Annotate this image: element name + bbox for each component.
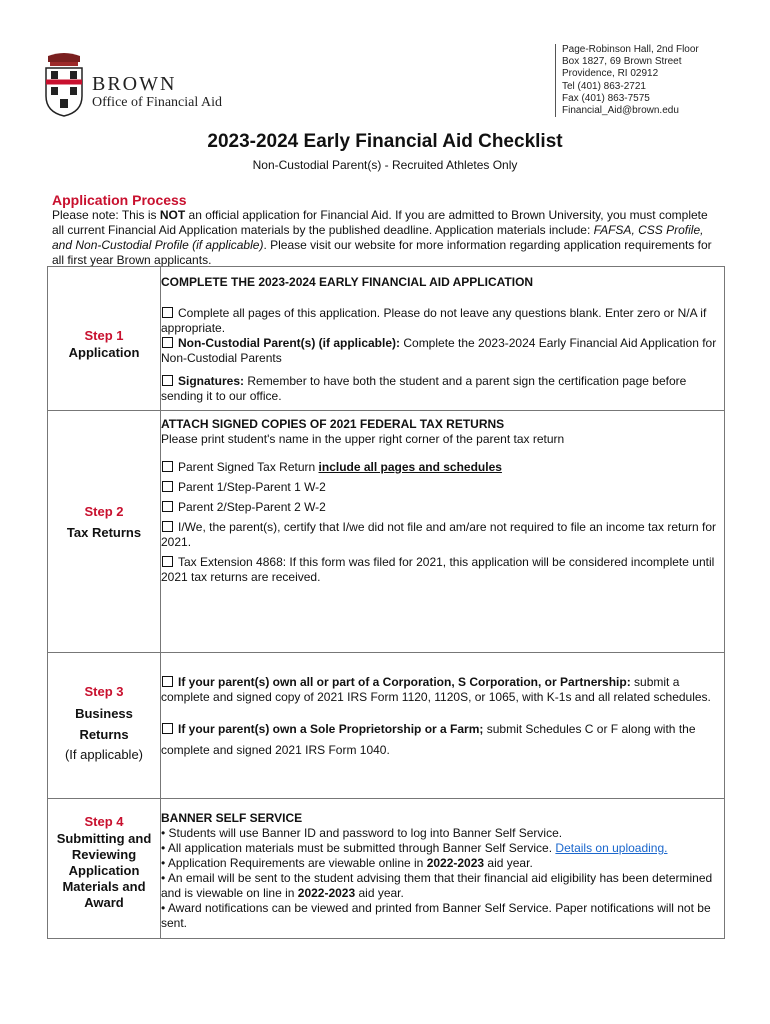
step3-item1: If your parent(s) own all or part of a Corporation, S Corporation, or Partnership: submit a complete and signed copy of 2021 IRS Form 1120, 1120S, or 1065, with K-1s and all related schedules. [161, 675, 711, 704]
step4-bullet: • An email will be sent to the student advising them that their financial aid eligibility has been determined and is viewable on line in 2022-2023 aid year. [161, 871, 713, 900]
step3-row [48, 653, 725, 799]
step-name: Tax Returns [66, 525, 142, 540]
checkbox[interactable] [162, 337, 173, 348]
step1-label [48, 267, 161, 411]
step-name: Award [84, 894, 124, 910]
checkbox[interactable] [162, 307, 173, 318]
step4-bullet: • Award notifications can be viewed and printed from Banner Self Service. Paper notifications will not be sent. [161, 901, 711, 930]
office-name: Office of Financial Aid [92, 95, 222, 110]
step-name: Application [68, 344, 140, 360]
step2-item3: Parent 2/Step-Parent 2 W-2 [161, 500, 724, 515]
address-line: Fax (401) 863-7575 [562, 92, 650, 104]
step-name: Returns [79, 726, 129, 742]
step2-label [48, 411, 161, 653]
contact-address [555, 44, 699, 117]
step3-label [48, 653, 161, 799]
step2-content [161, 411, 725, 653]
step-name: Materials and [62, 878, 146, 894]
step-number: Step 4 [84, 813, 124, 829]
address-line: Box 1827, 69 Brown Street [562, 56, 682, 68]
step4-label [48, 799, 161, 939]
step4-content [161, 799, 725, 939]
step-name: Submitting and [56, 830, 152, 846]
step4-header: BANNER SELF SERVICE [161, 811, 303, 825]
step1-content [161, 267, 725, 411]
step2-subheader: Please print student's name in the upper right corner of the parent tax return [161, 432, 565, 446]
step1-item3: Signatures: Remember to have both the student and a parent sign the certification page before sending it to our office. [161, 374, 687, 403]
step-number: Step 3 [84, 683, 124, 699]
checkbox[interactable] [162, 556, 173, 567]
address-line: Tel (401) 863-2721 [562, 80, 646, 92]
step2-row [48, 411, 725, 653]
address-line: Financial_Aid@brown.edu [562, 105, 679, 117]
step2-header: ATTACH SIGNED COPIES OF 2021 FEDERAL TAX RETURNS [161, 417, 505, 431]
step4-bullet: • Students will use Banner ID and password to log into Banner Self Service. [161, 826, 563, 840]
step4-row [48, 799, 725, 939]
brand-name: BROWN [92, 73, 177, 95]
uploading-details-link[interactable]: Details on uploading. [555, 841, 668, 855]
application-process-heading: Application Process [52, 192, 187, 208]
application-note: Please note: This is NOT an official application for Financial Aid. If you are admitted to Brown University, you must complete all current Financial Aid Application materials by the published deadline. Application materials include: FAFSA, CSS Profile, and Non-Custodial Profile (if applicable). Please visit our website for more information regarding application requirements for all first year Brown applicants. [52, 208, 712, 267]
address-line: Providence, RI 02912 [562, 68, 659, 80]
step-number: Step 1 [84, 327, 124, 343]
step4-bullet: • Application Requirements are viewable online in 2022-2023 aid year. [161, 856, 533, 870]
step-number: Step 2 [84, 504, 124, 519]
checkbox[interactable] [162, 501, 173, 512]
address-line: Page-Robinson Hall, 2nd Floor [562, 44, 699, 55]
checklist-table [47, 266, 725, 939]
checkbox[interactable] [162, 676, 173, 687]
step3-item2: If your parent(s) own a Sole Proprietorship or a Farm; submit Schedules C or F along with the complete and signed 2021 IRS Form 1040. [161, 722, 696, 757]
step1-row [48, 267, 725, 411]
checkbox[interactable] [162, 723, 173, 734]
step-name: Application [68, 862, 140, 878]
step2-item2: Parent 1/Step-Parent 1 W-2 [161, 480, 724, 495]
checkbox[interactable] [162, 461, 173, 472]
step2-item5: Tax Extension 4868: If this form was filed for 2021, this application will be considered incomplete until 2021 tax returns are received. [161, 555, 715, 584]
checkbox[interactable] [162, 375, 173, 386]
brown-seal-logo [44, 52, 84, 118]
step1-item1: Complete all pages of this application. Please do not leave any questions blank. Enter zero or N/A if appropriate. [161, 306, 707, 335]
step2-item4: I/We, the parent(s), certify that I/we did not file and am/are not required to file an income tax return for 2021. [161, 520, 717, 549]
step-qualifier: (If applicable) [64, 746, 144, 762]
checkbox[interactable] [162, 481, 173, 492]
step1-item2: Non-Custodial Parent(s) (if applicable): Complete the 2023-2024 Early Financial Aid Application for Non-Custodial Parents [161, 336, 717, 365]
step3-content [161, 653, 725, 799]
page-title: 2023-2024 Early Financial Aid Checklist [207, 131, 563, 152]
step1-header: COMPLETE THE 2023-2024 EARLY FINANCIAL AID APPLICATION [161, 275, 534, 289]
checkbox[interactable] [162, 521, 173, 532]
step-name: Business [75, 705, 133, 721]
page-subtitle: Non-Custodial Parent(s) - Recruited Athletes Only [252, 158, 518, 172]
step2-item1: Parent Signed Tax Return include all pages and schedules [161, 460, 724, 475]
step-name: Reviewing [71, 846, 137, 862]
step4-bullet: • All application materials must be submitted through Banner Self Service. Details on uploading. [161, 841, 668, 855]
